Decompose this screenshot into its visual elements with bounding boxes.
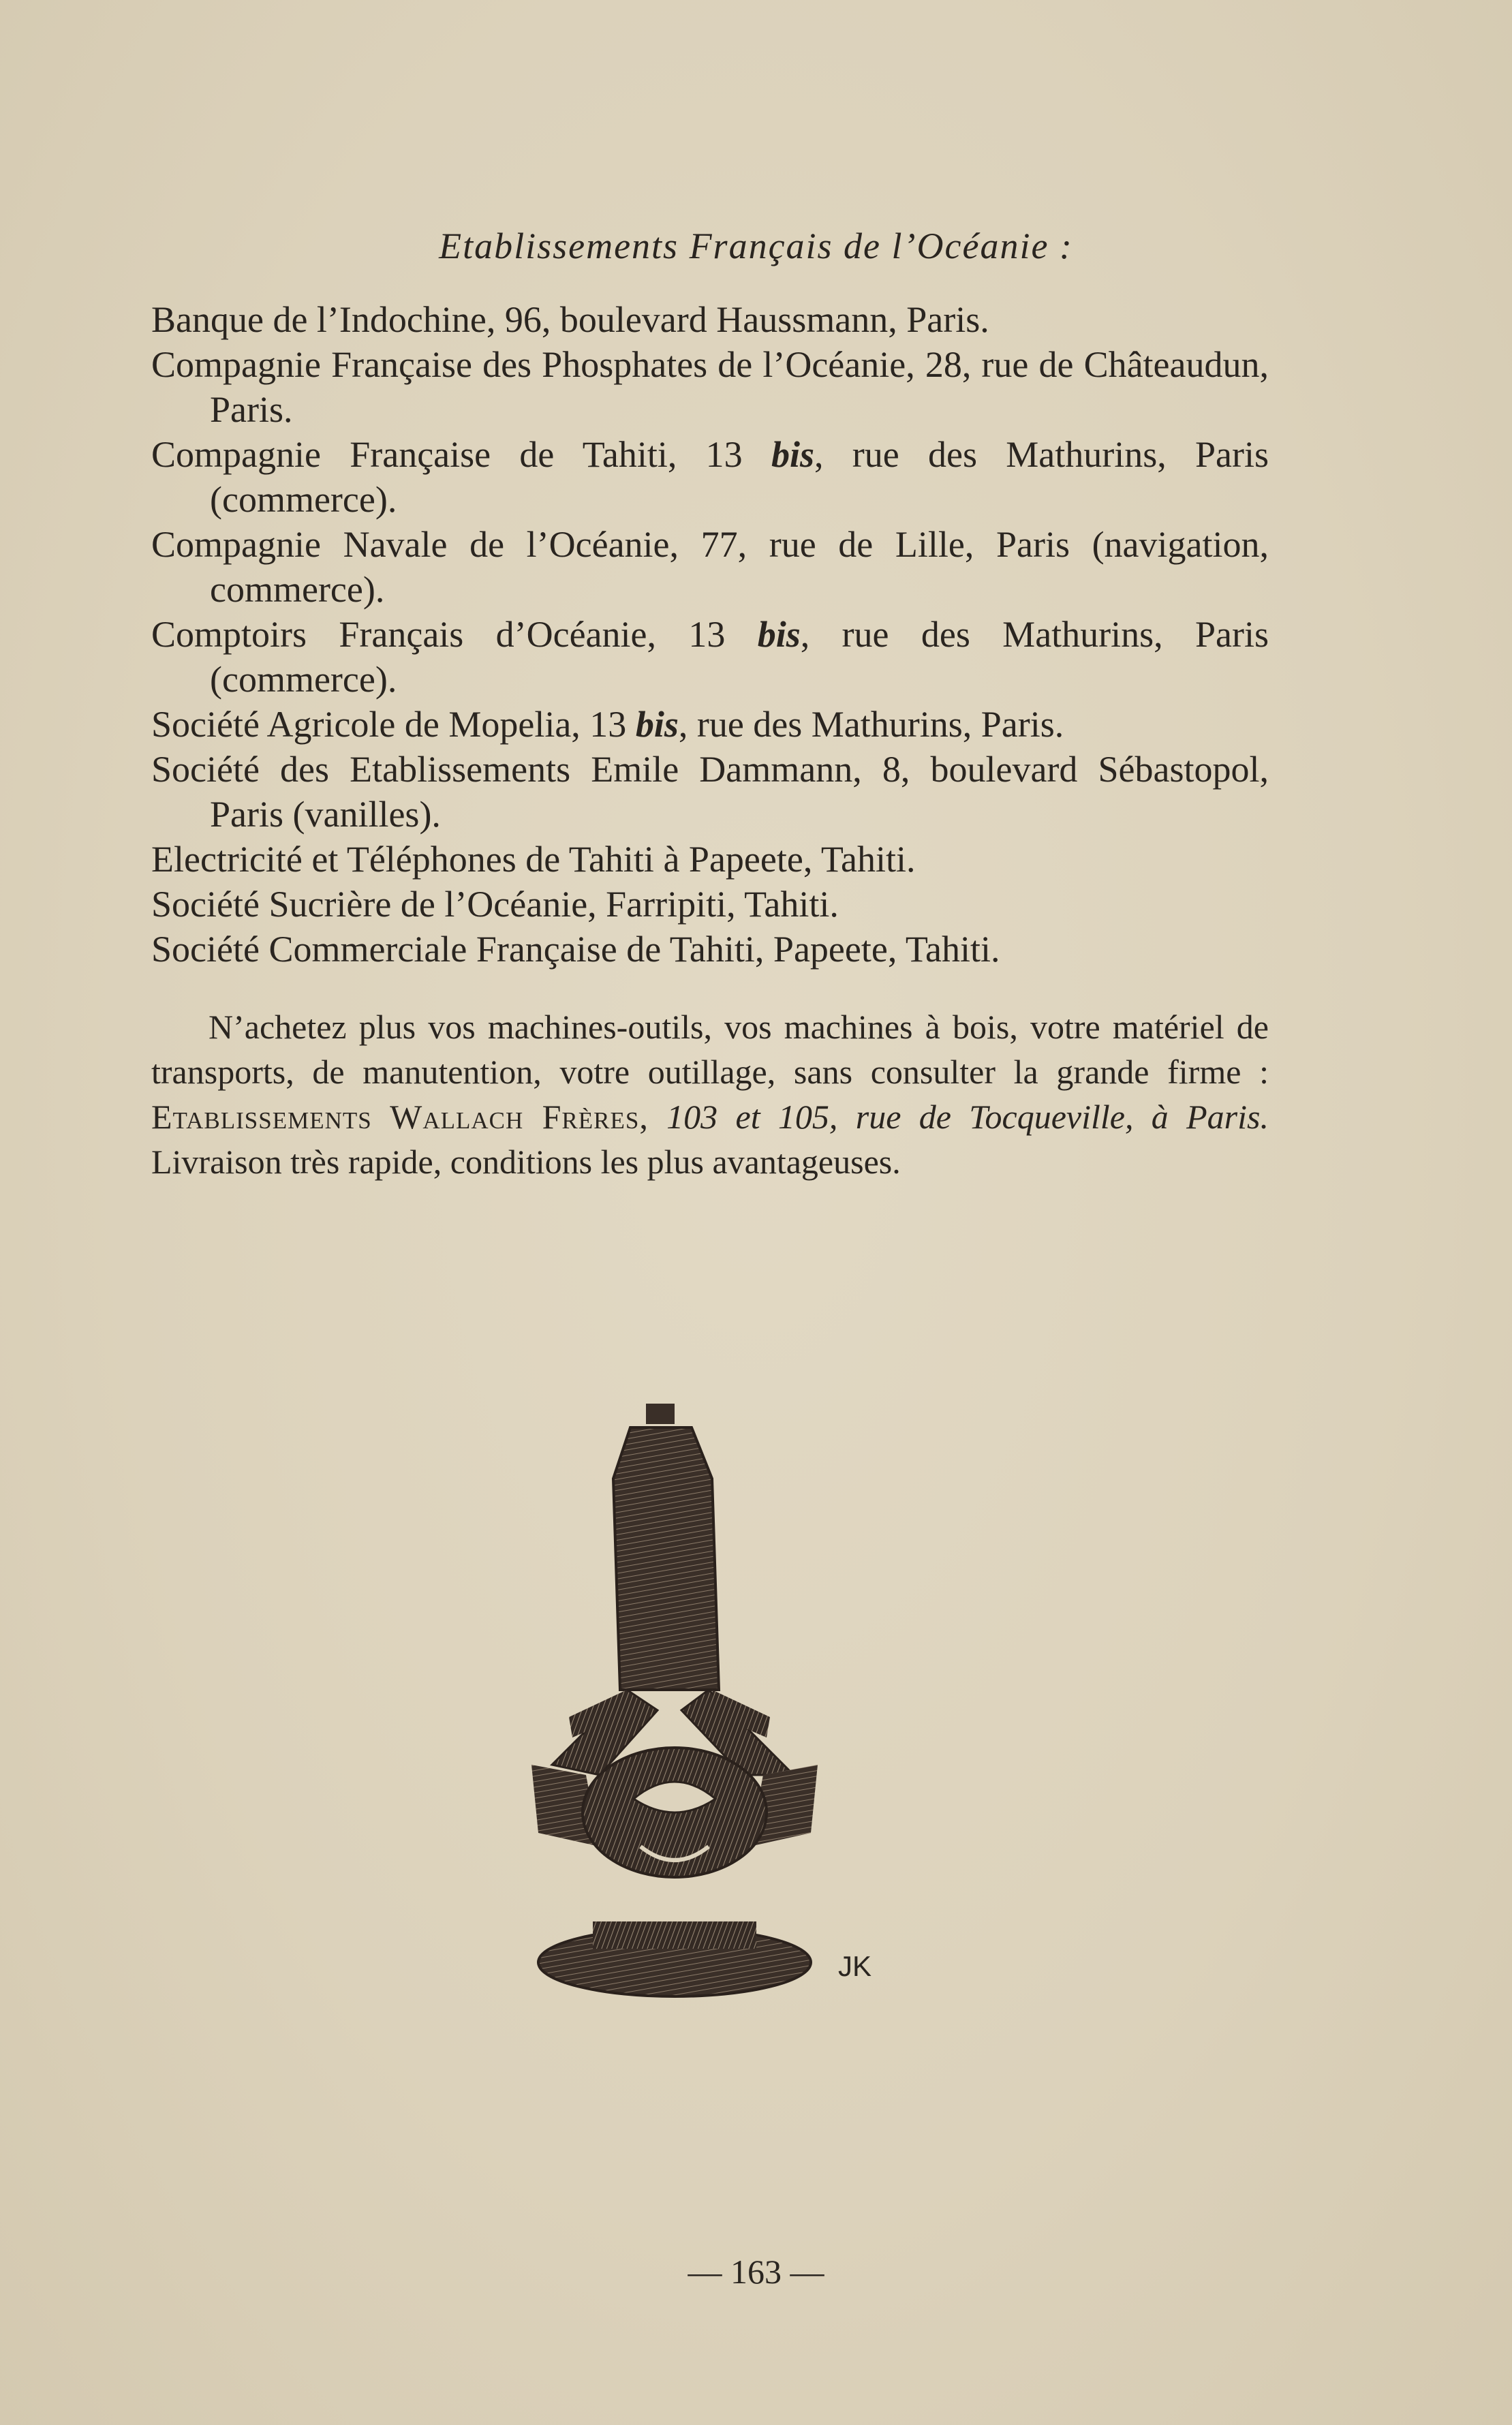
advert-address: 103 et 105, rue de Tocqueville, à Paris. <box>648 1098 1269 1136</box>
entry-text: Société des Etablissements Emile Dammann, 8, boulevard Sébastopol, Paris (vanilles). <box>151 749 1269 835</box>
entry-text: Banque de l’Indochine, 96, boulevard Haussmann, Paris. <box>151 299 989 340</box>
list-item <box>151 342 1269 432</box>
entry-text: , rue des Mathurins, Paris. <box>678 704 1064 745</box>
tiki-illustration <box>518 1397 927 2024</box>
entry-text: Compagnie Navale de l’Océanie, 77, rue de Lille, Paris (navigation, commerce). <box>151 524 1269 610</box>
advert-firm: Etablissements Wallach Frères, <box>151 1098 649 1136</box>
illustration-signature: JK <box>838 1950 872 1982</box>
list-item <box>151 837 1269 882</box>
section-heading: Etablissements Français de l’Océanie : <box>439 226 1073 266</box>
entry-text: Electricité et Téléphones de Tahiti à Papeete, Tahiti. <box>151 839 916 880</box>
list-item <box>151 297 1269 342</box>
entry-text: Société Sucrière de l’Océanie, Farripiti, Tahiti. <box>151 884 839 925</box>
list-item <box>151 432 1269 522</box>
list-item <box>151 747 1269 837</box>
page-number: — 163 — <box>688 2253 824 2291</box>
entry-text: Compagnie Française de Tahiti, 13 <box>151 434 771 475</box>
advert-intro: N’achetez plus vos machines-outils, vos machines à bois, votre matériel de transports, de manutention, votre outillage, sans consulter la grande firme : <box>151 1008 1269 1091</box>
advertisement-paragraph <box>151 1004 1269 1184</box>
entry-text: Société Agricole de Mopelia, 13 <box>151 704 636 745</box>
entry-italic: bis <box>771 434 814 475</box>
list-item <box>151 522 1269 612</box>
entry-italic: bis <box>635 704 679 745</box>
entry-text: , rue des Mathurins, Paris (commerce). <box>210 614 1269 700</box>
list-item <box>151 702 1269 747</box>
advert-outro: Livraison très rapide, conditions les plus avantageuses. <box>151 1143 901 1181</box>
entry-italic: bis <box>757 614 801 655</box>
entry-text: Compagnie Française des Phosphates de l’Océanie, 28, rue de Châteaudun, Paris. <box>151 344 1269 430</box>
entry-text: Société Commerciale Française de Tahiti, Papeete, Tahiti. <box>151 929 1000 970</box>
entry-text: , rue des Mathurins, Paris (commerce). <box>210 434 1269 520</box>
list-item <box>151 927 1269 972</box>
list-item <box>151 882 1269 927</box>
company-list <box>151 297 1269 972</box>
entry-text: Comptoirs Français d’Océanie, 13 <box>151 614 758 655</box>
list-item <box>151 612 1269 702</box>
